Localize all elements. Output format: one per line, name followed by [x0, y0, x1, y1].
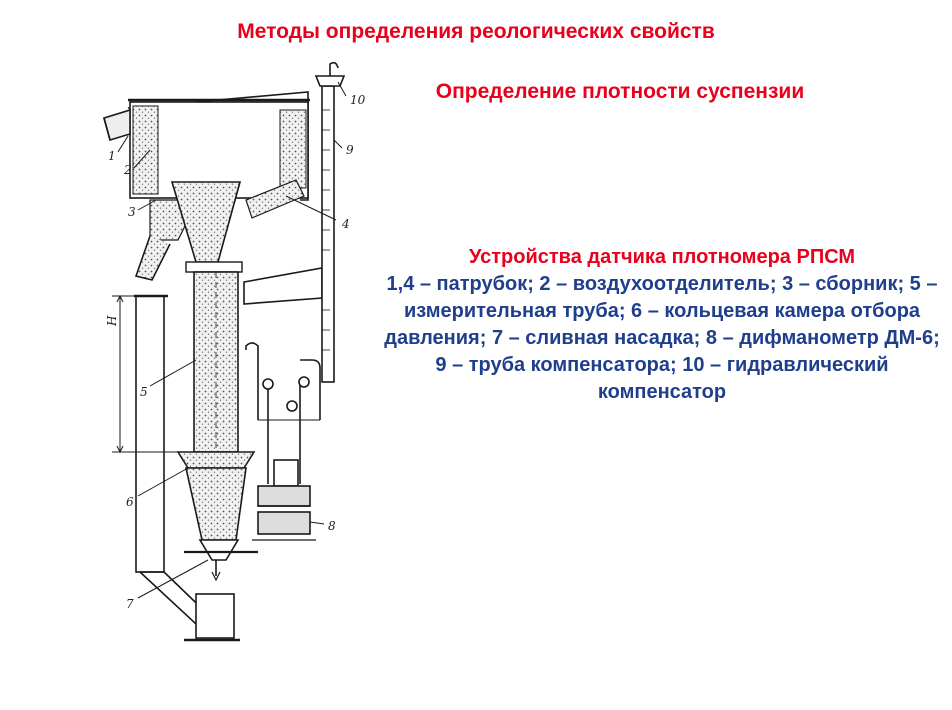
- label-2: 2: [124, 163, 132, 177]
- label-9: 9: [346, 143, 354, 157]
- support-bracket: [244, 268, 322, 304]
- caption-body: 1,4 – патрубок; 2 – воздухоотделитель; 3 – сборник; 5 – измерительная труба; 6 – кольцевая камера отбора давления; 7 – сливная насадка; 8 – дифманометр ДМ-6; 9 – труба компенсатора; 10 – гидравлический компенсатор: [384, 273, 940, 403]
- label-10: 10: [350, 93, 366, 107]
- inlet-pipe: [104, 110, 130, 140]
- label-height: H: [105, 315, 119, 326]
- label-7: 7: [126, 597, 134, 611]
- lower-cone: [186, 468, 246, 540]
- collector-outlet: [136, 236, 170, 280]
- annular-chamber: [178, 452, 254, 468]
- label-5: 5: [140, 385, 148, 399]
- label-8: 8: [328, 519, 336, 533]
- diff-manometer: [252, 460, 316, 540]
- slide-subtitle: Определение плотности суспензии: [435, 80, 805, 103]
- label-3: 3: [128, 205, 136, 219]
- label-4: 4: [342, 217, 350, 231]
- device-caption: [384, 244, 940, 406]
- label-6: 6: [126, 495, 134, 509]
- drain-nozzle: [200, 540, 238, 560]
- caption-title: Устройства датчика плотномера РПСМ: [468, 246, 856, 268]
- slide-title: Методы определения реологических свойств: [237, 20, 715, 43]
- receiver-box: [196, 594, 234, 638]
- label-1: 1: [108, 149, 116, 163]
